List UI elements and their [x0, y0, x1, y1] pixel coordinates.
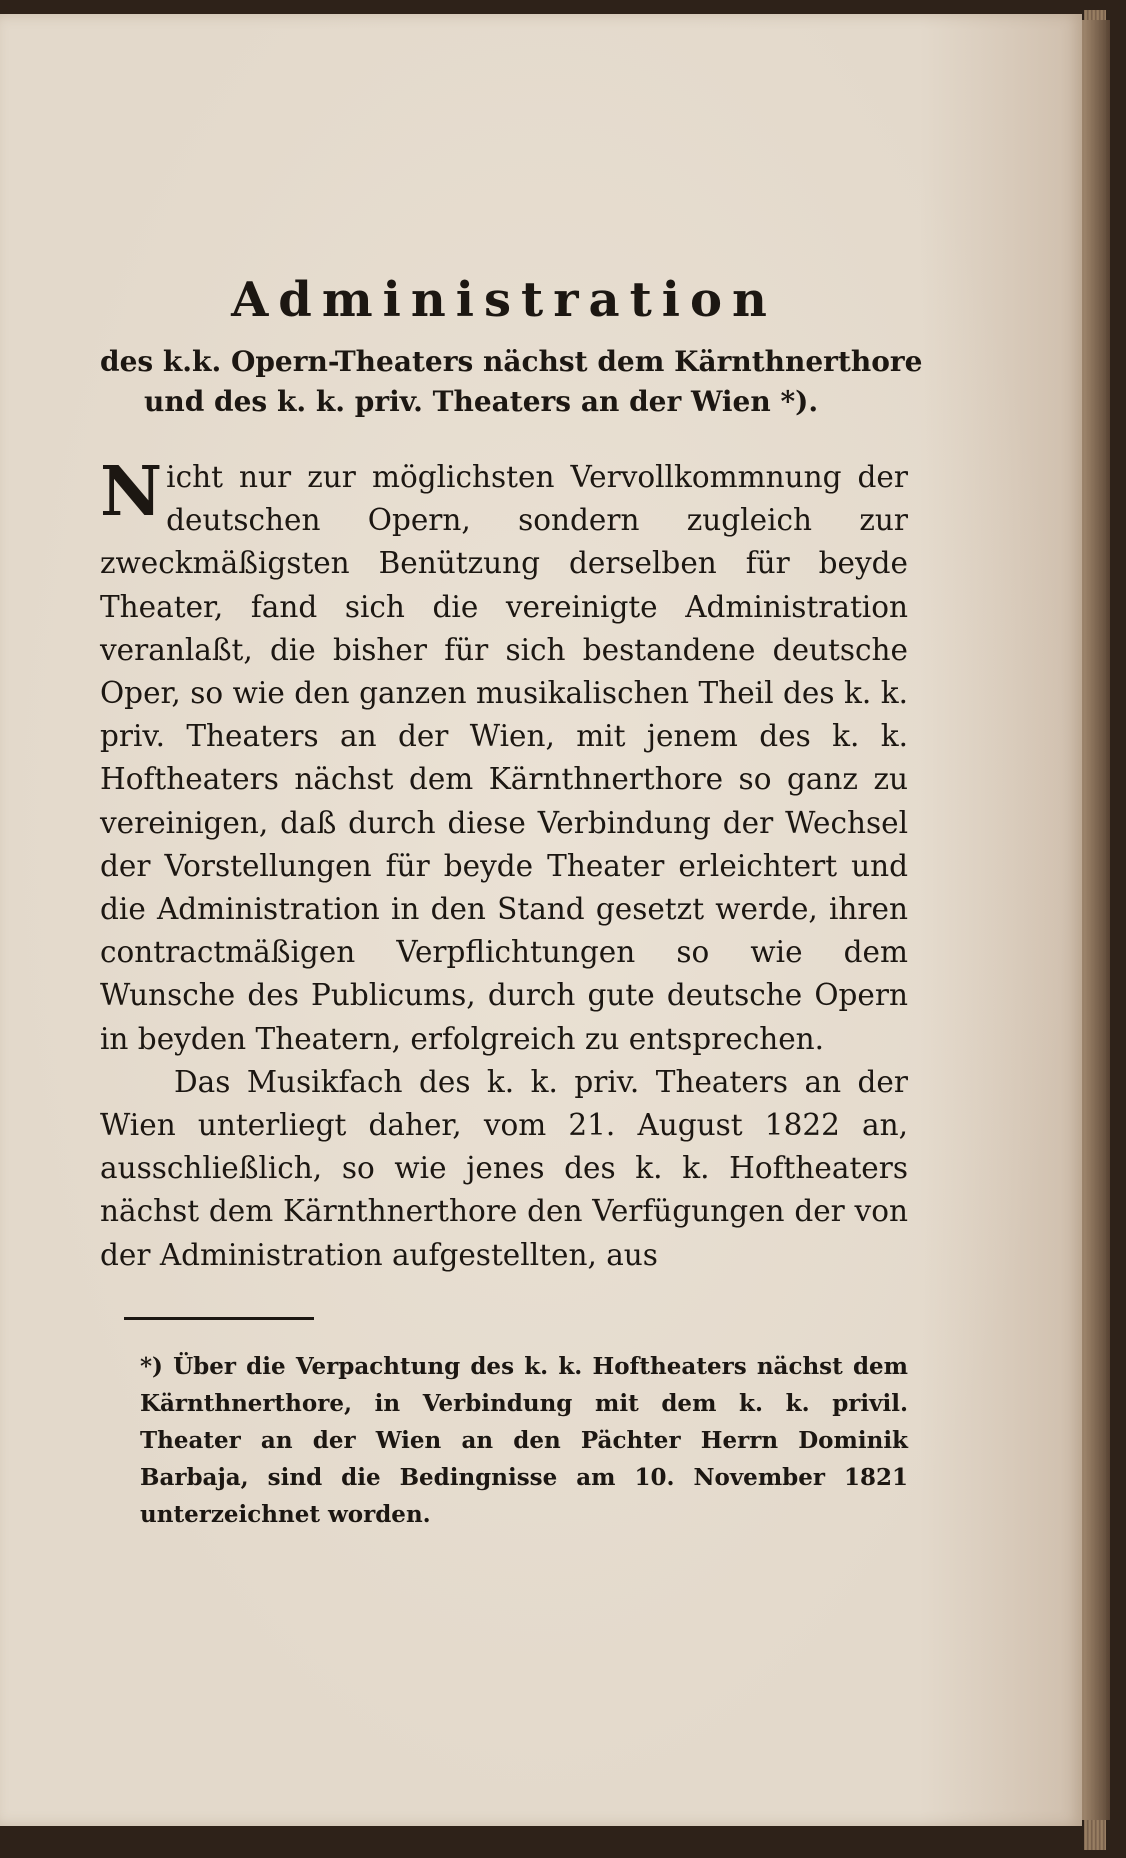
- paragraph-1: [100, 452, 908, 1061]
- subtitle-line-2: und des k. k. priv. Theaters an der Wien *).: [144, 385, 819, 418]
- page-content: [100, 270, 923, 1533]
- paragraph-1-text: icht nur zur möglichsten Vervollkommnung der deutschen Opern, sondern zugleich zur zweckmäßigsten Benützung derselben für beyde Theater, fand sich die vereinigte Administration veranlaßt, die bisher für sich bestandene deutsche Oper, so wie den ganzen musikalischen Theil des k. k. priv. Theaters an der Wien, mit jenem des k. k. Hoftheaters nächst dem Kärnthnerthore so ganz zu vereinigen, daß durch diese Verbindung der Wechsel der Vorstellungen für beyde Theater erleichtert und die Administration in den Stand gesetzt werde, ihren contractmäßigen Verpflichtungen so wie dem Wunsche des Publicums, durch gute deutsche Opern in beyden Theatern, erfolgreich zu entsprechen.: [100, 460, 908, 1056]
- footnote-rule: [124, 1317, 314, 1320]
- page-title: Administration: [231, 272, 777, 328]
- subtitle-line-1: des k.k. Opern-Theaters nächst dem Kärnthnerthore: [100, 345, 923, 378]
- drop-cap: N: [100, 452, 163, 532]
- body-text: [100, 452, 908, 1277]
- paragraph-2: Das Musikfach des k. k. priv. Theaters an der Wien unterliegt daher, vom 21. August 1822 an, ausschließlich, so wie jenes des k. k. Hoftheaters nächst dem Kärnthnerthore den Verfügungen der von der Administration aufgestellten, aus: [100, 1064, 908, 1272]
- footnote: *) Über die Verpachtung des k. k. Hoftheaters nächst dem Kärnthnerthore, in Verbindung mit dem k. k. privil. Theater an der Wien an den Pächter Herrn Dominik Barbaja, sind die Bedingnisse am 10. November 1821 unterzeichnet worden.: [140, 1352, 908, 1528]
